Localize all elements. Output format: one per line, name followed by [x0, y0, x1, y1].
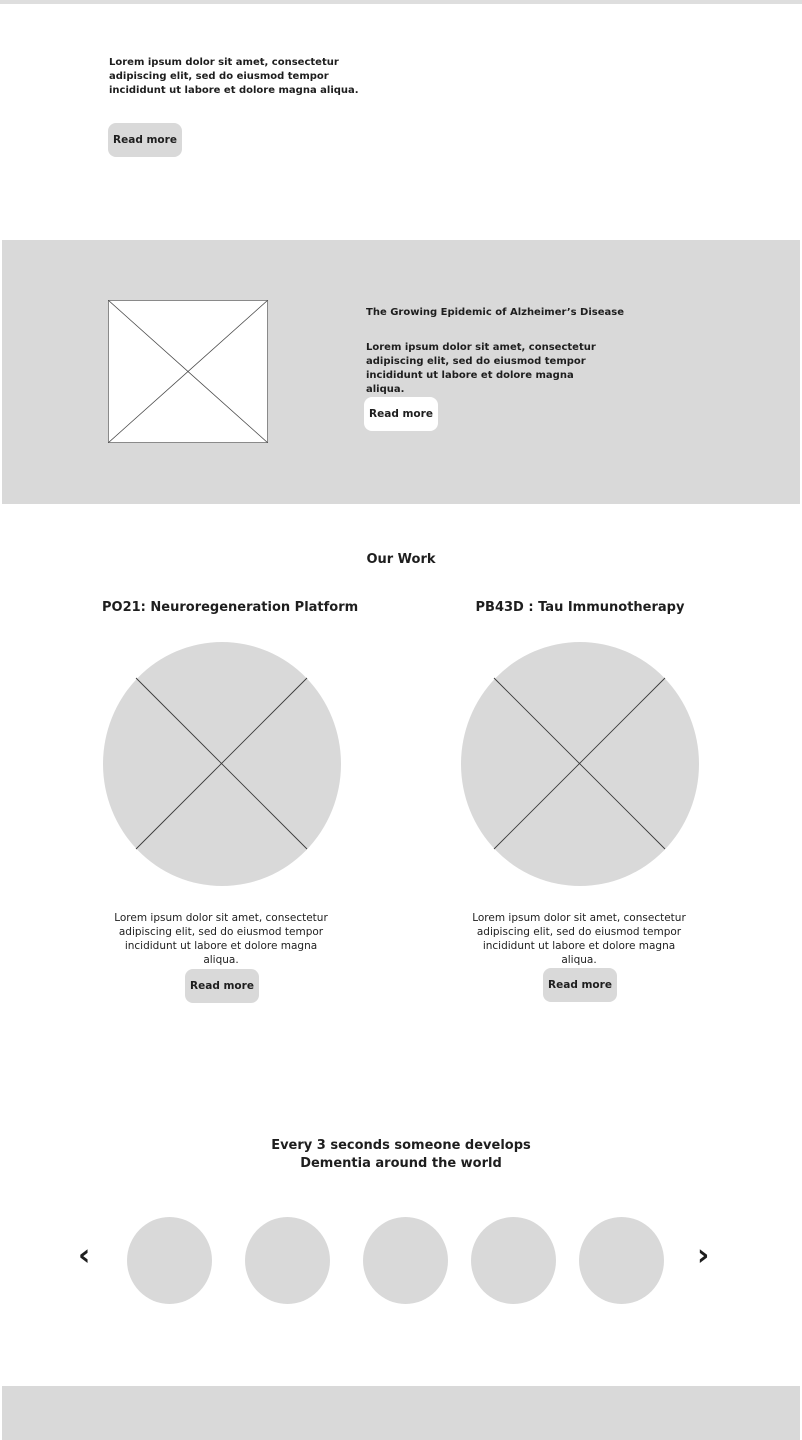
stats-heading-line: Every 3 seconds someone develops — [271, 1138, 531, 1153]
carousel-item-placeholder — [245, 1217, 330, 1304]
work-item-title: PB43D : Tau Immunotherapy — [475, 600, 685, 615]
intro-text: Lorem ipsum dolor sit amet, consectetur adipiscing elit, sed do eiusmod tempor incididunt ut labore et dolore magna aliqua. — [109, 57, 359, 96]
work-item-read-more-button[interactable]: Read more — [185, 969, 259, 1003]
feature-image-placeholder — [108, 300, 268, 443]
carousel-item-placeholder — [471, 1217, 556, 1304]
image-placeholder-icon — [108, 300, 268, 443]
our-work-heading: Our Work — [366, 552, 436, 567]
feature-text: Lorem ipsum dolor sit amet, consectetur adipiscing elit, sed do eiusmod tempor incididunt ut labore et dolore magna aliqua. — [366, 342, 596, 395]
carousel-item-placeholder — [579, 1217, 664, 1304]
carousel-item-placeholder — [127, 1217, 212, 1304]
stats-heading-line: Dementia around the world — [300, 1156, 502, 1171]
intro-read-more-button[interactable]: Read more — [108, 123, 182, 157]
chevron-left-icon[interactable]: ‹ — [78, 1238, 91, 1273]
work-item-image-placeholder — [102, 641, 342, 887]
footer — [2, 1386, 800, 1440]
work-item-text: Lorem ipsum dolor sit amet, consectetur adipiscing elit, sed do eiusmod tempor incididunt ut labore et dolore magna aliqua. — [114, 912, 328, 966]
carousel-item-placeholder — [363, 1217, 448, 1304]
chevron-right-icon[interactable]: › — [697, 1238, 710, 1273]
feature-read-more-button[interactable]: Read more — [364, 397, 438, 431]
work-item-text: Lorem ipsum dolor sit amet, consectetur adipiscing elit, sed do eiusmod tempor incididunt ut labore et dolore magna aliqua. — [472, 912, 686, 966]
work-item-image-placeholder — [460, 641, 700, 887]
top-divider — [0, 0, 802, 4]
work-item-title: PO21: Neuroregeneration Platform — [102, 600, 359, 615]
stats-heading — [0, 1137, 802, 1173]
work-item-read-more-button[interactable]: Read more — [543, 968, 617, 1002]
feature-title: The Growing Epidemic of Alzheimer’s Disease — [366, 307, 625, 318]
